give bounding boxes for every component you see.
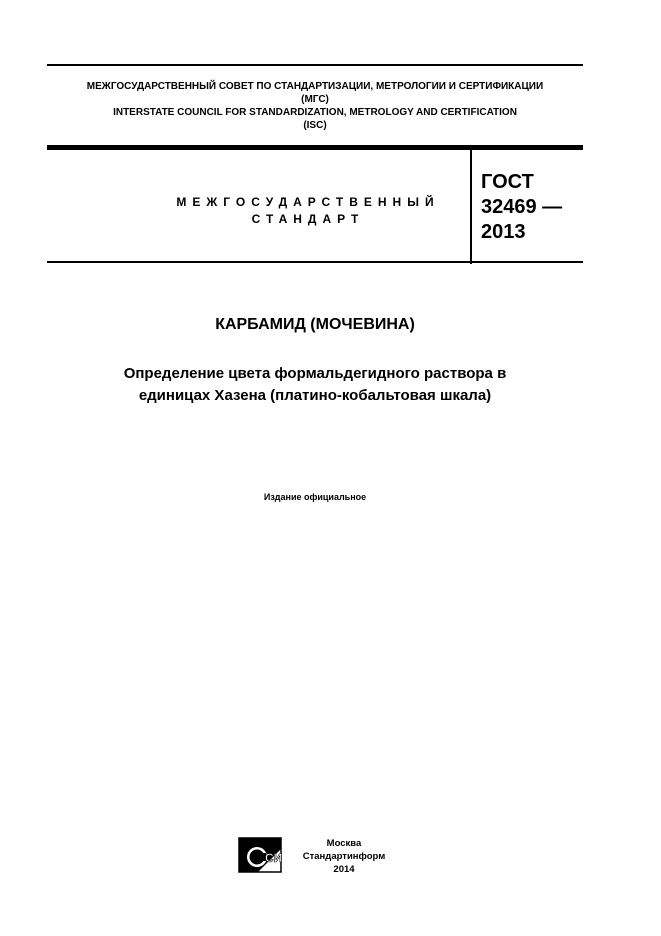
gost-number: 32469 — (481, 196, 563, 218)
top-rule (47, 64, 583, 66)
council-abbr-ru: (МГС) (301, 94, 329, 105)
publisher-name: Стандартинформ (302, 851, 386, 862)
gost-vertical-divider (470, 148, 472, 264)
gost-year: 2013 (481, 221, 526, 243)
subtitle-line2: единицах Хазена (платино-кобальтовая шкала) (138, 387, 492, 404)
publisher-year: 2014 (333, 864, 355, 875)
edition-label: Издание официальное (263, 492, 367, 502)
publisher-block (292, 837, 396, 876)
gost-designation (481, 170, 581, 245)
council-abbr-en: (ISC) (303, 120, 327, 131)
header-bottom-rule (47, 261, 583, 263)
subtitle-line1: Определение цвета формальдегидного раствора в (123, 365, 507, 382)
standard-type-line1: МЕЖГОСУДАРСТВЕННЫЙ (176, 195, 440, 209)
standard-type-line2: СТАНДАРТ (251, 212, 365, 226)
council-name-ru: МЕЖГОСУДАРСТВЕННЫЙ СОВЕТ ПО СТАНДАРТИЗАЦИИ, МЕТРОЛОГИИ И СЕРТИФИКАЦИИ (86, 81, 544, 92)
council-divider-rule (47, 145, 583, 150)
document-subtitle (47, 363, 583, 407)
council-name-en: INTERSTATE COUNCIL FOR STANDARDIZATION, METROLOGY AND CERTIFICATION (113, 107, 517, 118)
publisher-city: Москва (326, 838, 362, 849)
logo-lettering: СИ (265, 851, 282, 865)
council-header (47, 80, 583, 132)
standard-type-label (158, 194, 458, 228)
document-title: КАРБАМИД (МОЧЕВИНА) (215, 316, 415, 333)
gost-prefix: ГОСТ (481, 171, 534, 193)
standartinform-logo-icon (238, 837, 282, 873)
